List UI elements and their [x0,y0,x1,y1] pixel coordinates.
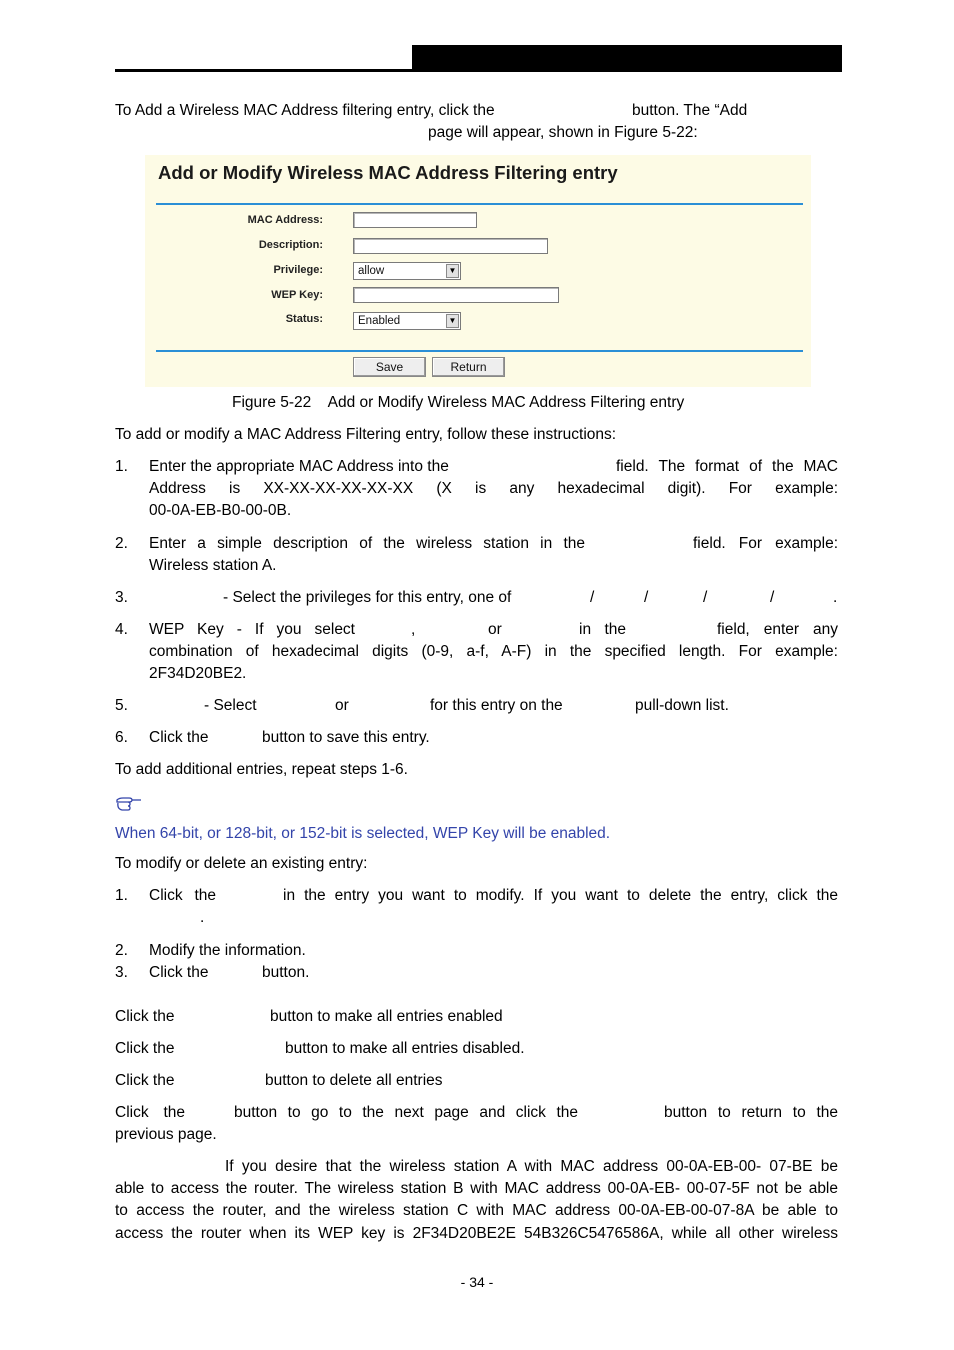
step-5-text-a: - Select [204,697,257,714]
step-4-text-a3: or [488,621,502,638]
delete-all-text-b: button to delete all entries [265,1072,443,1089]
save-button[interactable]: Save [353,357,426,377]
step-6-text-a: Click the [149,729,209,746]
step-3-slash: / [590,589,595,606]
modify-step-2-number: 2. [115,942,128,959]
modify-step-1-text-b: in the entry you want to modify. If you want to delete the entry, click the [283,887,838,904]
privilege-select[interactable] [353,262,461,280]
step-6-text-b: button to save this entry. [262,729,430,746]
mac-address-input[interactable] [353,212,477,228]
step-5-text-b: or [335,697,349,714]
step-1-text-c: 00-0A-EB-B0-00-0B. [149,502,292,519]
step-5-text-c: for this entry on the [430,697,563,714]
description-label: Description: [258,239,323,251]
step-4-text-a1: WEP Key - If you select [149,621,355,638]
note-text: When 64-bit, or 128-bit, or 152-bit is selected, WEP Key will be enabled. [115,825,611,842]
step-1-number: 1. [115,458,128,475]
mac-address-label: MAC Address: [247,214,323,226]
step-1-text-b: Address is XX-XX-XX-XX-XX-XX (X is any hexadecimal digit). For example: [149,480,838,497]
step-4-text-a4: in the [579,621,626,638]
wep-key-label: WEP Key: [271,289,323,301]
modify-step-2-text: Modify the information. [149,942,306,959]
step-3-text: - Select the privileges for this entry, one of [223,589,512,606]
status-label: Status: [285,313,323,325]
privilege-selected-value: allow [358,265,385,277]
step-3-slash: / [644,589,649,606]
step-3-slash: / [703,589,708,606]
chevron-down-icon: ▼ [446,314,459,328]
modify-step-3-text-a: Click the [149,964,209,981]
step-4-text-a2: , [411,621,416,638]
panel-title: Add or Modify Wireless MAC Address Filtering entry [158,162,618,183]
example-line-1: If you desire that the wireless station A with MAC address 00-0A-EB-00- 07-BE be [225,1158,838,1175]
example-line-4: access the router when its WEP key is 2F34D20BE2E 54B326C5476586A, while all other wireless [115,1225,838,1242]
intro-line1-end: button. The “Add [632,102,748,119]
step-6-number: 6. [115,729,128,746]
modify-step-1-text-a: Click the [149,887,216,904]
status-selected-value: Enabled [358,315,401,327]
example-line-3: to access the router, and the wireless station C with MAC address 00-0A-EB-00-07-8A be able to [115,1202,838,1219]
next-text-c: button to return to the [664,1104,838,1121]
panel-top-rule [156,203,803,205]
header-rule [115,69,413,72]
next-text-b: button to go to the next page and click the [234,1104,578,1121]
next-text-a: Click the [115,1104,185,1121]
disable-all-text-b: button to make all entries disabled. [285,1040,525,1057]
panel-bottom-rule [156,350,803,352]
repeat-text: To add additional entries, repeat steps 1-6. [115,761,408,778]
status-select[interactable] [353,312,461,330]
step-4-number: 4. [115,621,128,638]
step-2-text-b: Wireless station A. [149,557,277,574]
delete-all-text-a: Click the [115,1072,175,1089]
intro-line2: page will appear, shown in Figure 5-22: [428,124,698,141]
step-1-text-a: Enter the appropriate MAC Address into the [149,458,449,475]
return-button[interactable]: Return [432,357,505,377]
modify-step-1-text-c: . [200,909,205,926]
privilege-label: Privilege: [273,264,323,276]
step-3-end: . [833,589,838,606]
step-4-text-b: combination of hexadecimal digits (0-9, a-f, A-F) in the specified length. For example: [149,643,838,660]
step-1-text-a-end: field. The format of the MAC [616,458,838,475]
chevron-down-icon: ▼ [446,264,459,278]
step-5-number: 5. [115,697,128,714]
step-3-number: 3. [115,589,128,606]
modify-step-3-number: 3. [115,964,128,981]
example-line-2: able to access the router. The wireless station B with MAC address 00-0A-EB- 00-07-5F not be able [115,1180,838,1197]
enable-all-text-b: button to make all entries enabled [270,1008,503,1025]
modify-step-1-number: 1. [115,887,128,904]
intro-line1-start: To Add a Wireless MAC Address filtering entry, click the [115,102,495,119]
page-number: - 34 - [460,1274,494,1290]
instructions-intro: To add or modify a MAC Address Filtering entry, follow these instructions: [115,426,617,443]
step-4-text-c: 2F34D20BE2. [149,665,247,682]
wep-key-input[interactable] [353,287,559,303]
enable-all-text-a: Click the [115,1008,175,1025]
step-2-text-a: Enter a simple description of the wireless station in the [149,535,585,552]
pointing-hand-icon [115,795,143,813]
description-input[interactable] [353,238,548,254]
next-text-d: previous page. [115,1126,217,1143]
step-3-slash: / [770,589,775,606]
step-2-number: 2. [115,535,128,552]
modify-step-3-text-b: button. [262,964,310,981]
modify-intro: To modify or delete an existing entry: [115,855,368,872]
disable-all-text-a: Click the [115,1040,175,1057]
step-5-text-d: pull-down list. [635,697,729,714]
mac-filter-entry-panel [145,155,811,387]
step-2-text-a-end: field. For example: [693,535,838,552]
step-4-text-a5: field, enter any [717,621,838,638]
figure-caption: Figure 5-22 Add or Modify Wireless MAC Address Filtering entry [232,394,685,411]
header-bar [412,45,842,72]
